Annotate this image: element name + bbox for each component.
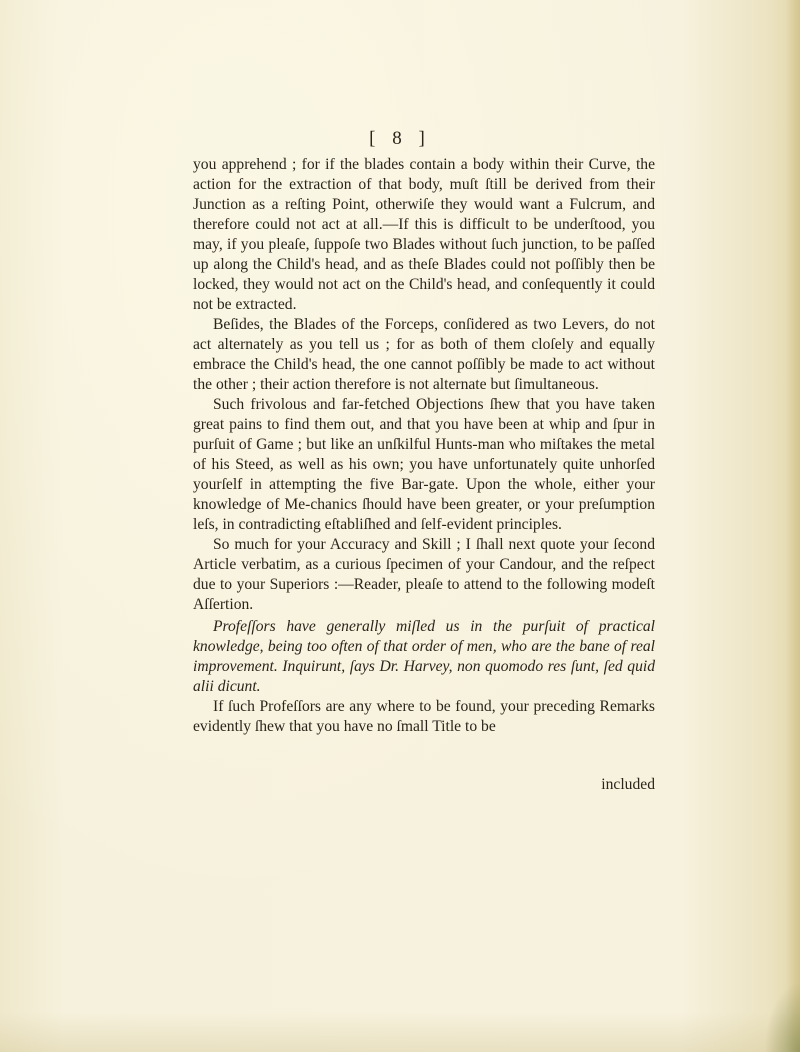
corner-stain [764,982,800,1052]
page-edge-shadow [786,0,800,1052]
paragraph-2: Beſides, the Blades of the Forceps, conſidered as two Levers, do not act alternately as you tell us ; for as both of them cloſely and equally embrace the Child's head, the one cannot poſſibly be made to act without the other ; their action therefore is not alternate but ſimultaneous. [193,316,655,393]
paragraph-6: If ſuch Profeſſors are any where to be found, your preceding Remarks evidently ſhew that you have no ſmall Title to be [193,698,655,735]
paragraph-1: you apprehend ; for if the blades contain a body within their Curve, the action for the extraction of that body, muſt ſtill be derived from their Junction as a reſting Point, otherwiſe they would want a Fulcrum, and therefore could not act at all.—If this is difficult to be underſtood, you may, if you pleaſe, ſuppoſe two Blades without ſuch junction, to be paſſed up along the Child's head, and as theſe Blades could not poſſibly then be locked, they would not act on the Child's head, and conſequently it could not be extracted. [193,156,655,313]
page-number: [ 8 ] [369,128,431,149]
catchword: included [601,776,655,793]
paragraph-3: Such frivolous and far-fetched Objections ſhew that you have taken great pains to find them out, and that you have been at whip and ſpur in purſuit of Game ; but like an unſkilful Hunts-man who miſtakes the metal of his Steed, as well as his own; you have unfortunately quite unhorſed yourſelf in attempting the five Bar-gate. Upon the whole, either your knowledge of Me-chanics ſhould have been greater, or your preſumption leſs, in contradicting eſtabliſhed and ſelf-evident principles. [193,396,655,533]
body-text [193,155,655,737]
quoted-assertion: Profeſſors have generally miſled us in the purſuit of practical knowledge, being too often of that order of men, who are the bane of real improvement. Inquirunt, ſays Dr. Harvey, non quomodo res ſunt, ſed quid alii dicunt. [193,618,655,695]
paragraph-4: So much for your Accuracy and Skill ; I ſhall next quote your ſecond Article verbatim, as a curious ſpecimen of your Candour, and the reſpect due to your Superiors :—Reader, pleaſe to attend to the following modeſt Aſſertion. [193,536,655,613]
page-bottom-shadow [0,1012,800,1052]
